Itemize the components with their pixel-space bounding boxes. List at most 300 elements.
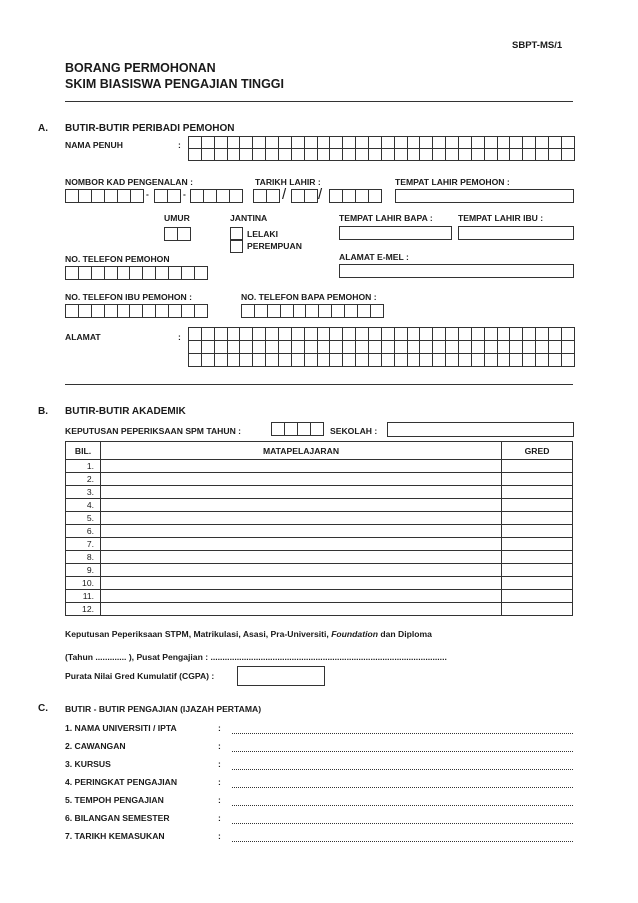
grid-cell[interactable] [79, 305, 92, 318]
subject-cell[interactable] [101, 564, 502, 577]
grid-cell[interactable] [356, 341, 369, 354]
tarikh-lahir-label: TARIKH LAHIR : [255, 177, 321, 187]
grid-cell[interactable] [549, 328, 562, 341]
grid-cell[interactable] [369, 328, 382, 341]
grid-cell[interactable] [66, 190, 79, 203]
grid-cell[interactable] [420, 328, 433, 341]
grid-cell[interactable] [343, 354, 356, 367]
grid-cell[interactable] [204, 190, 217, 203]
grid-cell[interactable] [510, 341, 523, 354]
grid-cell[interactable] [459, 354, 472, 367]
grid-cell[interactable] [202, 137, 215, 149]
grid-cell[interactable] [143, 305, 156, 318]
grid-cell[interactable] [382, 149, 395, 161]
subject-cell[interactable] [101, 473, 502, 486]
grid-cell[interactable] [536, 328, 549, 341]
grid-cell[interactable] [305, 149, 318, 161]
grid-cell[interactable] [395, 354, 408, 367]
grid-cell[interactable] [268, 305, 281, 318]
section-c-field-label: 5. TEMPOH PENGAJIAN [65, 795, 164, 805]
subject-cell[interactable] [101, 538, 502, 551]
grid-cell[interactable] [240, 341, 253, 354]
grid-cell[interactable] [215, 149, 228, 161]
tempat-lahir-field[interactable] [395, 189, 574, 203]
section-c-field-label: 3. KURSUS [65, 759, 111, 769]
subject-cell[interactable] [101, 460, 502, 473]
grid-cell[interactable] [79, 190, 92, 203]
grid-cell[interactable] [118, 305, 131, 318]
subject-row [66, 499, 573, 512]
grid-cell[interactable] [446, 328, 459, 341]
grid-cell[interactable] [356, 137, 369, 149]
section-c-field-colon: : [218, 741, 221, 751]
row-number: 6. [66, 525, 101, 538]
stpm-text-italic: Foundation [331, 629, 378, 639]
cgpa-field[interactable] [237, 666, 325, 686]
grid-cell[interactable] [92, 267, 105, 280]
grid-cell[interactable] [459, 328, 472, 341]
grid-cell[interactable] [253, 137, 266, 149]
grade-cell[interactable] [502, 499, 573, 512]
grid-cell[interactable] [358, 305, 371, 318]
grid-cell[interactable] [498, 149, 511, 161]
grid-cell[interactable] [395, 149, 408, 161]
grade-cell[interactable] [502, 538, 573, 551]
grid-cell[interactable] [408, 328, 421, 341]
grid-cell[interactable] [66, 305, 79, 318]
grid-cell[interactable] [195, 267, 208, 280]
spm-tahun-label: KEPUTUSAN PEPERIKSAAN SPM TAHUN : [65, 426, 242, 436]
section-c-field-line[interactable] [232, 841, 573, 842]
subject-table [65, 441, 573, 616]
grid-cell[interactable] [118, 190, 131, 203]
lelaki-checkbox[interactable] [230, 227, 243, 240]
grid-cell[interactable] [240, 149, 253, 161]
grid-cell[interactable] [292, 137, 305, 149]
grid-cell[interactable] [292, 328, 305, 341]
row-number: 3. [66, 486, 101, 499]
grid-cell[interactable] [202, 341, 215, 354]
grid-cell[interactable] [395, 137, 408, 149]
grid-cell[interactable] [189, 328, 202, 341]
tarikh-lahir-day[interactable] [253, 189, 280, 203]
grid-cell[interactable] [79, 267, 92, 280]
grid-cell[interactable] [485, 137, 498, 149]
grid-cell[interactable] [156, 305, 169, 318]
grid-cell[interactable] [253, 149, 266, 161]
grid-cell[interactable] [281, 305, 294, 318]
grid-cell[interactable] [215, 341, 228, 354]
grid-cell[interactable] [332, 305, 345, 318]
section-c-field-line[interactable] [232, 733, 573, 734]
sekolah-label: SEKOLAH : [330, 426, 378, 436]
grid-cell[interactable] [195, 305, 208, 318]
grid-cell[interactable] [562, 341, 575, 354]
grid-cell[interactable] [343, 328, 356, 341]
section-c-field-line[interactable] [232, 769, 573, 770]
grade-cell[interactable] [502, 486, 573, 499]
grid-cell[interactable] [420, 354, 433, 367]
subject-row [66, 590, 573, 603]
section-c-field-label: 7. TARIKH KEMASUKAN [65, 831, 165, 841]
alamat-grid[interactable] [188, 327, 575, 367]
section-c-field-colon: : [218, 795, 221, 805]
grid-cell[interactable] [408, 137, 421, 149]
grid-cell[interactable] [523, 354, 536, 367]
row-number: 4. [66, 499, 101, 512]
grid-cell[interactable] [266, 137, 279, 149]
grid-cell[interactable] [369, 149, 382, 161]
telefon-bapa-grid[interactable] [241, 304, 384, 318]
grid-cell[interactable] [242, 305, 255, 318]
grid-cell[interactable] [562, 149, 575, 161]
nombor-kp-part1[interactable] [65, 189, 144, 203]
grid-cell[interactable] [298, 423, 311, 436]
telefon-ibu-label: NO. TELEFON IBU PEMOHON : [65, 292, 192, 302]
grid-cell[interactable] [446, 149, 459, 161]
grid-cell[interactable] [472, 354, 485, 367]
grid-cell[interactable] [382, 341, 395, 354]
jantina-label: JANTINA [230, 213, 268, 223]
grid-cell[interactable] [156, 267, 169, 280]
alamat-emel-field[interactable] [339, 264, 574, 278]
grid-cell[interactable] [408, 341, 421, 354]
section-a-heading: BUTIR-BUTIR PERIBADI PEMOHON [65, 123, 235, 134]
row-number: 12. [66, 603, 101, 616]
grid-cell[interactable] [498, 354, 511, 367]
grid-cell[interactable] [130, 267, 143, 280]
grid-cell[interactable] [318, 149, 331, 161]
subject-cell[interactable] [101, 590, 502, 603]
grid-cell[interactable] [485, 354, 498, 367]
grid-cell[interactable] [549, 149, 562, 161]
grid-cell[interactable] [202, 149, 215, 161]
grid-cell[interactable] [369, 190, 382, 203]
grid-cell[interactable] [279, 341, 292, 354]
subject-row [66, 512, 573, 525]
grid-cell[interactable] [253, 354, 266, 367]
grid-cell[interactable] [369, 137, 382, 149]
grid-cell[interactable] [369, 354, 382, 367]
grade-cell[interactable] [502, 512, 573, 525]
section-c-field-line[interactable] [232, 751, 573, 752]
nama-penuh-label: NAMA PENUH [65, 140, 123, 150]
row-number: 5. [66, 512, 101, 525]
sekolah-field[interactable] [387, 422, 574, 437]
grid-cell[interactable] [343, 341, 356, 354]
grid-cell[interactable] [189, 149, 202, 161]
subject-cell[interactable] [101, 486, 502, 499]
grid-cell[interactable] [549, 354, 562, 367]
grid-cell[interactable] [382, 328, 395, 341]
grid-cell[interactable] [536, 137, 549, 149]
grid-cell[interactable] [266, 341, 279, 354]
grid-cell[interactable] [279, 149, 292, 161]
grid-cell[interactable] [356, 328, 369, 341]
grid-cell[interactable] [420, 149, 433, 161]
grid-cell[interactable] [536, 354, 549, 367]
grid-cell[interactable] [169, 305, 182, 318]
grid-cell[interactable] [330, 190, 343, 203]
grid-cell[interactable] [191, 190, 204, 203]
grid-cell[interactable] [523, 149, 536, 161]
grid-cell[interactable] [446, 137, 459, 149]
grid-cell[interactable] [433, 328, 446, 341]
grid-cell[interactable] [420, 341, 433, 354]
grid-cell[interactable] [510, 149, 523, 161]
grid-cell[interactable] [510, 354, 523, 367]
grid-cell[interactable] [485, 328, 498, 341]
grid-cell[interactable] [562, 328, 575, 341]
grid-cell[interactable] [345, 305, 358, 318]
spm-tahun-grid[interactable] [271, 422, 324, 436]
grid-cell[interactable] [523, 137, 536, 149]
section-c-field-line[interactable] [232, 823, 573, 824]
grid-cell[interactable] [228, 149, 241, 161]
grid-cell[interactable] [279, 354, 292, 367]
grid-cell[interactable] [562, 354, 575, 367]
grid-cell[interactable] [105, 267, 118, 280]
grid-cell[interactable] [253, 341, 266, 354]
grid-cell[interactable] [433, 341, 446, 354]
nombor-kp-label: NOMBOR KAD PENGENALAN : [65, 177, 193, 187]
subject-cell[interactable] [101, 603, 502, 616]
grid-cell[interactable] [285, 423, 298, 436]
grade-cell[interactable] [502, 460, 573, 473]
grid-cell[interactable] [305, 354, 318, 367]
grid-cell[interactable] [294, 305, 307, 318]
perempuan-checkbox[interactable] [230, 240, 243, 253]
grid-cell[interactable] [189, 354, 202, 367]
grid-cell[interactable] [118, 267, 131, 280]
grid-cell[interactable] [433, 354, 446, 367]
grid-cell[interactable] [433, 137, 446, 149]
grid-cell[interactable] [189, 341, 202, 354]
section-c-field-line[interactable] [232, 805, 573, 806]
grid-cell[interactable] [267, 190, 280, 203]
tempat-lahir-bapa-field[interactable] [339, 226, 452, 240]
grid-cell[interactable] [343, 190, 356, 203]
grade-cell[interactable] [502, 525, 573, 538]
grid-cell[interactable] [266, 149, 279, 161]
grid-cell[interactable] [485, 149, 498, 161]
grid-cell[interactable] [433, 149, 446, 161]
subject-cell[interactable] [101, 525, 502, 538]
grid-cell[interactable] [105, 190, 118, 203]
grade-cell[interactable] [502, 473, 573, 486]
telefon-pemohon-grid[interactable] [65, 266, 208, 280]
grid-cell[interactable] [155, 190, 168, 203]
date-slash-1: / [282, 186, 287, 203]
grid-cell[interactable] [230, 190, 243, 203]
grid-cell[interactable] [228, 328, 241, 341]
nombor-kp-part2[interactable] [154, 189, 181, 203]
grid-cell[interactable] [178, 228, 191, 241]
grid-cell[interactable] [371, 305, 384, 318]
grid-cell[interactable] [318, 354, 331, 367]
grid-cell[interactable] [485, 341, 498, 354]
grid-cell[interactable] [272, 423, 285, 436]
grid-cell[interactable] [472, 341, 485, 354]
grid-cell[interactable] [189, 137, 202, 149]
grid-cell[interactable] [459, 137, 472, 149]
grid-cell[interactable] [202, 354, 215, 367]
grid-cell[interactable] [318, 328, 331, 341]
grid-cell[interactable] [266, 354, 279, 367]
grade-cell[interactable] [502, 590, 573, 603]
form-subtitle: SKIM BIASISWA PENGAJIAN TINGGI [65, 77, 285, 91]
grid-cell[interactable] [472, 137, 485, 149]
grid-cell[interactable] [330, 354, 343, 367]
grade-cell[interactable] [502, 603, 573, 616]
grid-cell[interactable] [536, 341, 549, 354]
grid-cell[interactable] [382, 354, 395, 367]
subject-cell[interactable] [101, 499, 502, 512]
subject-row [66, 525, 573, 538]
grid-cell[interactable] [217, 190, 230, 203]
grid-cell[interactable] [498, 328, 511, 341]
grid-cell[interactable] [266, 328, 279, 341]
grid-cell[interactable] [536, 149, 549, 161]
grid-cell[interactable] [562, 137, 575, 149]
umur-label: UMUR [164, 213, 190, 223]
grid-cell[interactable] [510, 328, 523, 341]
grid-cell[interactable] [292, 341, 305, 354]
grid-cell[interactable] [131, 190, 144, 203]
grid-cell[interactable] [253, 328, 266, 341]
grid-cell[interactable] [343, 137, 356, 149]
grid-cell[interactable] [472, 149, 485, 161]
grid-cell[interactable] [305, 137, 318, 149]
grade-cell[interactable] [502, 577, 573, 590]
section-c-field-line[interactable] [232, 787, 573, 788]
grid-cell[interactable] [549, 341, 562, 354]
grid-cell[interactable] [279, 328, 292, 341]
section-c-heading: BUTIR - BUTIR PENGAJIAN (IJAZAH PERTAMA) [65, 704, 262, 714]
grid-cell[interactable] [408, 354, 421, 367]
kp-dash-1: - [146, 189, 149, 199]
grid-cell[interactable] [66, 267, 79, 280]
grid-cell[interactable] [292, 354, 305, 367]
alamat-colon: : [178, 332, 181, 342]
grid-cell[interactable] [498, 341, 511, 354]
row-number: 10. [66, 577, 101, 590]
grid-cell[interactable] [292, 190, 305, 203]
grid-cell[interactable] [523, 341, 536, 354]
grid-cell[interactable] [165, 228, 178, 241]
tarikh-lahir-month[interactable] [291, 189, 318, 203]
grid-cell[interactable] [459, 341, 472, 354]
grid-cell[interactable] [408, 149, 421, 161]
grid-cell[interactable] [305, 341, 318, 354]
subject-cell[interactable] [101, 577, 502, 590]
tahun-pusat-line[interactable]: (Tahun ............. ), Pusat Pengajian : ................................................................................................... [65, 652, 447, 662]
nama-penuh-grid[interactable] [188, 136, 575, 161]
grid-cell[interactable] [369, 341, 382, 354]
telefon-pemohon-label: NO. TELEFON PEMOHON [65, 254, 170, 264]
tempat-lahir-ibu-field[interactable] [458, 226, 574, 240]
row-number: 7. [66, 538, 101, 551]
grid-cell[interactable] [318, 137, 331, 149]
grid-cell[interactable] [215, 354, 228, 367]
umur-field[interactable] [164, 227, 191, 241]
grid-cell[interactable] [306, 305, 319, 318]
grid-cell[interactable] [228, 354, 241, 367]
grid-cell[interactable] [202, 328, 215, 341]
grid-cell[interactable] [279, 137, 292, 149]
grid-cell[interactable] [305, 328, 318, 341]
grid-cell[interactable] [549, 137, 562, 149]
grid-cell[interactable] [240, 137, 253, 149]
tarikh-lahir-year[interactable] [329, 189, 382, 203]
grid-cell[interactable] [215, 137, 228, 149]
grid-cell[interactable] [182, 267, 195, 280]
section-c-field-colon: : [218, 759, 221, 769]
stpm-text-post: dan Diploma [377, 629, 432, 639]
grid-cell[interactable] [254, 190, 267, 203]
grid-cell[interactable] [472, 328, 485, 341]
subject-cell[interactable] [101, 551, 502, 564]
grid-cell[interactable] [395, 328, 408, 341]
grid-cell[interactable] [130, 305, 143, 318]
grid-cell[interactable] [240, 328, 253, 341]
grid-cell[interactable] [446, 341, 459, 354]
row-number: 8. [66, 551, 101, 564]
grid-cell[interactable] [215, 328, 228, 341]
grid-cell[interactable] [330, 149, 343, 161]
grid-cell[interactable] [356, 354, 369, 367]
grid-cell[interactable] [105, 305, 118, 318]
grid-cell[interactable] [356, 149, 369, 161]
grid-cell[interactable] [343, 149, 356, 161]
grid-cell[interactable] [240, 354, 253, 367]
kp-dash-2: - [183, 189, 186, 199]
grid-cell[interactable] [420, 137, 433, 149]
grid-cell[interactable] [255, 305, 268, 318]
grid-cell[interactable] [510, 137, 523, 149]
grid-cell[interactable] [92, 190, 105, 203]
grid-cell[interactable] [168, 190, 181, 203]
grid-cell[interactable] [92, 305, 105, 318]
grid-cell[interactable] [143, 267, 156, 280]
grid-cell[interactable] [292, 149, 305, 161]
subject-cell[interactable] [101, 512, 502, 525]
grid-cell[interactable] [523, 328, 536, 341]
grid-cell[interactable] [182, 305, 195, 318]
grid-cell[interactable] [330, 137, 343, 149]
grid-cell[interactable] [356, 190, 369, 203]
grid-cell[interactable] [228, 137, 241, 149]
grid-cell[interactable] [498, 137, 511, 149]
grid-cell[interactable] [330, 328, 343, 341]
grid-cell[interactable] [311, 423, 324, 436]
grid-cell[interactable] [169, 267, 182, 280]
tempat-lahir-label: TEMPAT LAHIR PEMOHON : [395, 177, 510, 187]
grid-cell[interactable] [382, 137, 395, 149]
grid-cell[interactable] [305, 190, 318, 203]
nombor-kp-part3[interactable] [190, 189, 243, 203]
grid-cell[interactable] [319, 305, 332, 318]
grade-cell[interactable] [502, 551, 573, 564]
grid-cell[interactable] [459, 149, 472, 161]
grid-cell[interactable] [228, 341, 241, 354]
grid-cell[interactable] [330, 341, 343, 354]
telefon-ibu-grid[interactable] [65, 304, 208, 318]
grid-cell[interactable] [446, 354, 459, 367]
grid-cell[interactable] [318, 341, 331, 354]
grid-cell[interactable] [395, 341, 408, 354]
grade-cell[interactable] [502, 564, 573, 577]
